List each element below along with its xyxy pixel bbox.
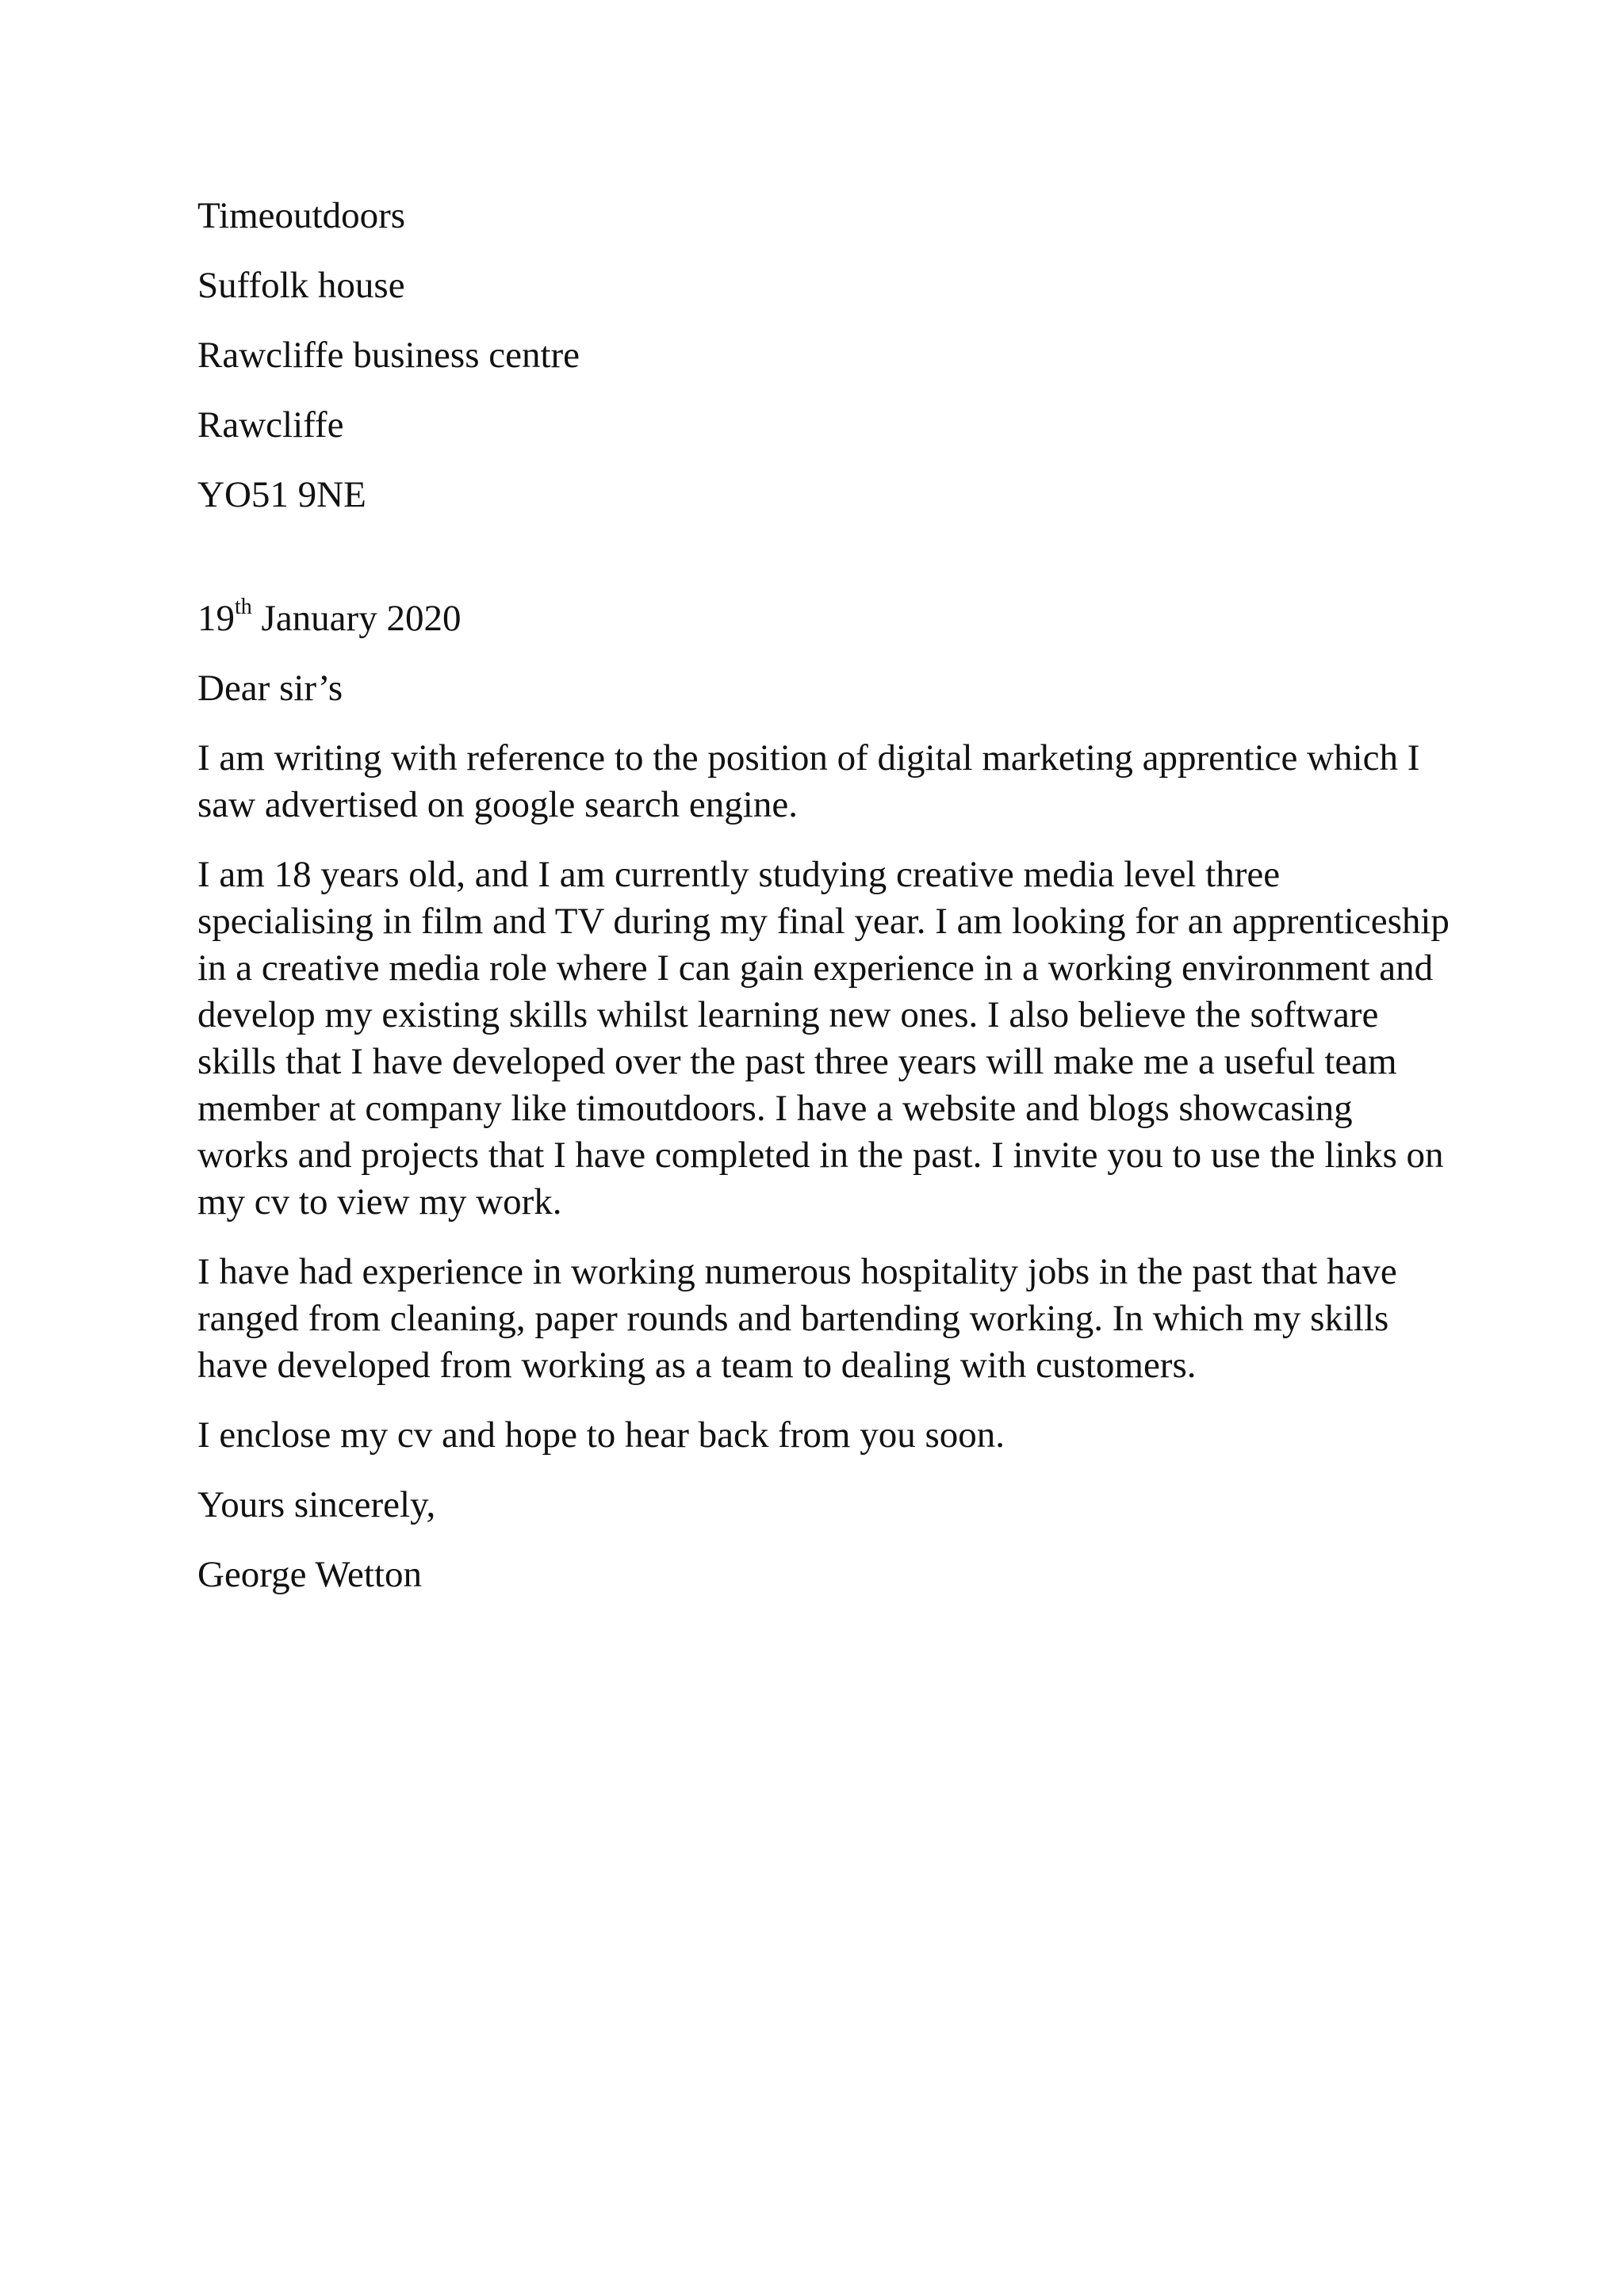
body-paragraph-experience: I have had experience in working numerous hospitality jobs in the past that have ranged from cleaning, paper rounds and bartending working. In which my skills have developed from working as a team to dealing with customers. xyxy=(197,1251,1397,1386)
cover-letter xyxy=(197,193,1450,1621)
signature-name: George Wetton xyxy=(197,1554,422,1595)
date-day: 19 xyxy=(197,598,235,639)
address-company: Timeoutdoors xyxy=(197,195,406,236)
address-town: Rawcliffe xyxy=(197,404,344,446)
body-paragraph-enclosure: I enclose my cv and hope to hear back from you soon. xyxy=(197,1414,1005,1456)
letter-body xyxy=(197,735,1450,1459)
date-ordinal-suffix: th xyxy=(235,595,252,620)
body-paragraph-intro: I am writing with reference to the position of digital marketing apprentice which I saw advertised on google search engine. xyxy=(197,737,1420,825)
recipient-address xyxy=(197,193,1450,519)
address-estate: Rawcliffe business centre xyxy=(197,335,580,376)
address-postcode: YO51 9NE xyxy=(197,474,366,515)
date-month-year: January 2020 xyxy=(251,598,462,639)
letter-date xyxy=(197,595,1450,642)
address-building: Suffolk house xyxy=(197,265,405,306)
salutation: Dear sir’s xyxy=(197,668,343,709)
body-paragraph-background: I am 18 years old, and I am currently studying creative media level three specialising in film and TV during my final year. I am looking for an apprenticeship in a creative media role where I can gain experience in a working environment and develop my existing skills whilst learning new ones. I also believe the software skills that I have developed over the past three years will make me a useful team member at company like timoutdoors. I have a website and blogs showcasing works and projects that I have completed in the past. I invite you to use the links on my cv to view my work. xyxy=(197,854,1450,1223)
closing: Yours sincerely, xyxy=(197,1484,436,1525)
